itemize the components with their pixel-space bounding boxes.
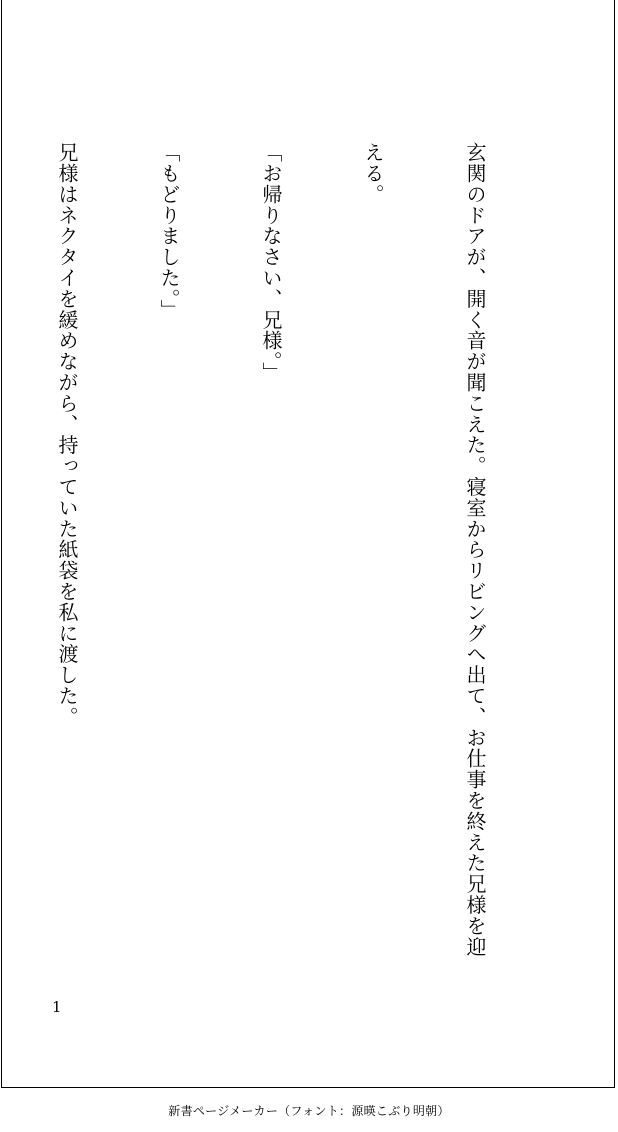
- text-line-1: 玄関のドアが、開く音が聞こえた。寝室からリビングへ出て、お仕事を終えた兄様を迎: [463, 142, 487, 958]
- text-line-5: 兄様はネクタイを緩めながら、持っていた紙袋を私に渡した。: [55, 142, 79, 728]
- text-line-3: 「お帰りなさい、兄様。」: [259, 142, 283, 383]
- page-number: 1: [52, 998, 62, 1016]
- text-line-4: 「もどりました。」: [157, 142, 181, 321]
- footer-caption: 新書ページメーカー（フォント：源暎こぶり明朝）: [168, 1104, 450, 1118]
- vertical-body-text: [0, 142, 560, 958]
- text-line-2: える。: [361, 142, 385, 205]
